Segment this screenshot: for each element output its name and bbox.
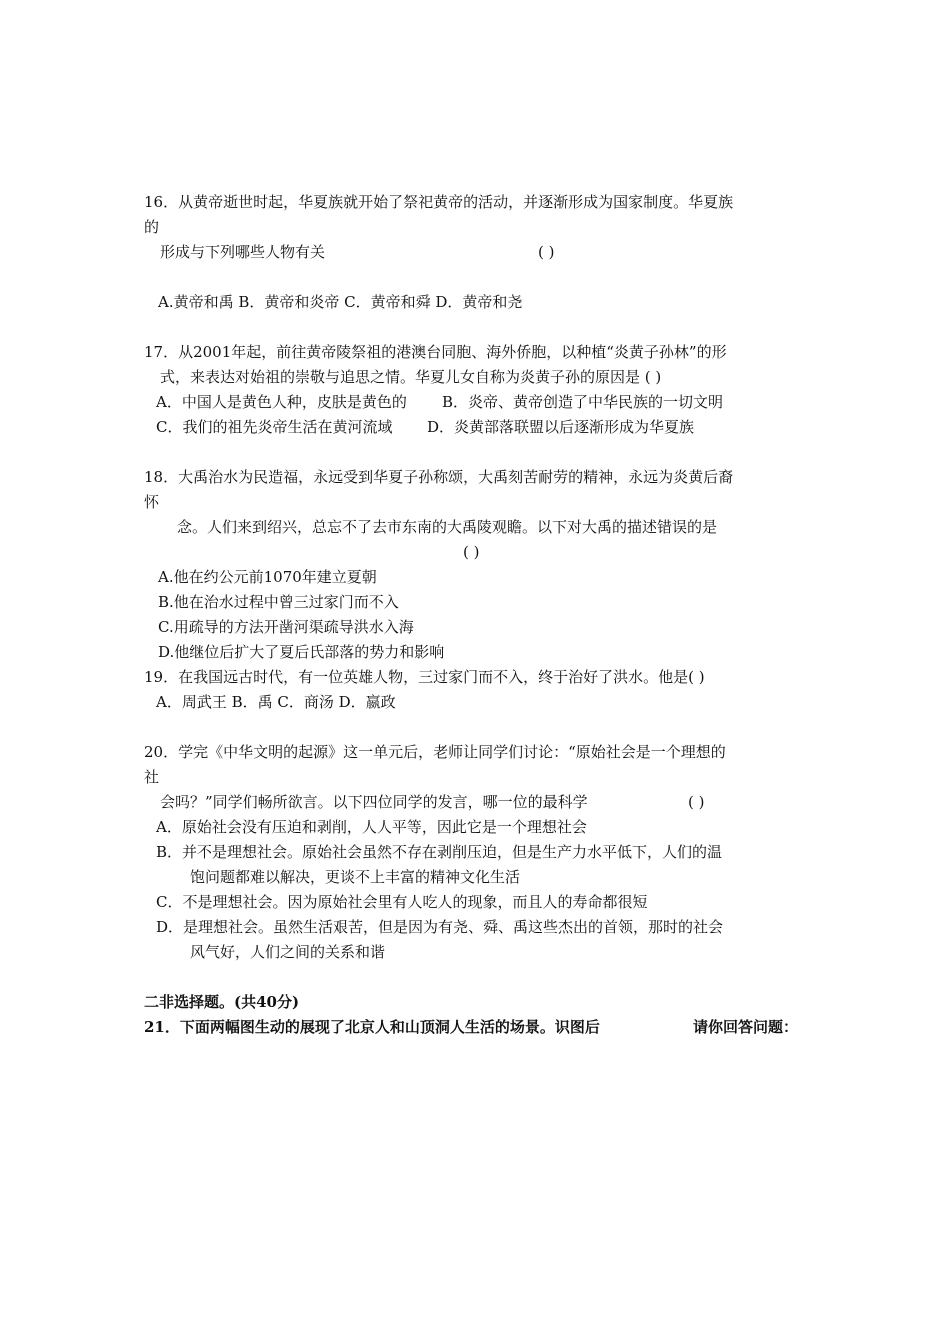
section-2-heading: 二非选择题。(共40分) <box>144 993 300 1011</box>
q20-option-b-line-1: B．并不是理想社会。原始社会虽然不存在剥削压迫，但是生产力水平低下，人们的温 <box>156 843 723 861</box>
q20-option-b-line-2: 饱问题都难以解决，更谈不上丰富的精神文化生活 <box>190 868 521 886</box>
q20-line-2: 社 <box>144 768 160 786</box>
q18-option-d: D.他继位后扩大了夏后氏部落的势力和影响 <box>158 643 445 661</box>
q18-line-2: 怀 <box>144 493 160 511</box>
q20-option-d-line-1: D．是理想社会。虽然生活艰苦，但是因为有尧、舜、禹这些杰出的首领，那时的社会 <box>156 918 724 936</box>
q19-options: A．周武王 B．禹 C．商汤 D．嬴政 <box>156 693 396 711</box>
q17-line-2: 式，来表达对始祖的崇敬与追思之情。华夏儿女自称为炎黄子孙的原因是 ( ) <box>160 368 662 386</box>
q20-option-a: A．原始社会没有压迫和剥削，人人平等，因此它是一个理想社会 <box>156 818 587 836</box>
q21-prompt-part-1: 21．下面两幅图生动的展现了北京人和山顶洞人生活的场景。识图后 <box>144 1018 600 1036</box>
q16-options: A.黄帝和禹 B．黄帝和炎帝 C．黄帝和舜 D．黄帝和尧 <box>158 293 523 311</box>
q17-line-1: 17．从2001年起，前往黄帝陵祭祖的港澳台同胞、海外侨胞，以种植“炎黄子孙林”的形 <box>144 343 727 361</box>
q16-answer-paren: ( ) <box>538 243 555 261</box>
q17-option-b: B．炎帝、黄帝创造了中华民族的一切文明 <box>442 393 724 411</box>
q20-line-3: 会吗？”同学们畅所欲言。以下四位同学的发言，哪一位的最科学 <box>160 793 588 811</box>
q20-answer-paren: ( ) <box>688 793 705 811</box>
q20-line-1: 20．学完《中华文明的起源》这一单元后，老师让同学们讨论：“原始社会是一个理想的 <box>144 743 726 761</box>
q20-option-c: C．不是理想社会。因为原始社会里有人吃人的现象，而且人的寿命都很短 <box>156 893 648 911</box>
q18-line-3: 念。人们来到绍兴，总忘不了去市东南的大禹陵观瞻。以下对大禹的描述错误的是 <box>177 518 718 536</box>
q20-option-d-line-2: 风气好，人们之间的关系和谐 <box>190 943 386 961</box>
q16-line-3: 形成与下列哪些人物有关 <box>160 243 326 261</box>
q17-option-d: D．炎黄部落联盟以后逐渐形成为华夏族 <box>427 418 695 436</box>
q18-option-b: B.他在治水过程中曾三过家门而不入 <box>158 593 399 611</box>
q18-option-c: C.用疏导的方法开凿河渠疏导洪水入海 <box>158 618 414 636</box>
q18-answer-paren: ( ) <box>463 543 480 561</box>
q17-option-c: C．我们的祖先炎帝生活在黄河流域 <box>156 418 393 436</box>
q21-prompt-part-2: 请你回答问题： <box>693 1018 799 1036</box>
q18-option-a: A.他在约公元前1070年建立夏朝 <box>158 568 377 586</box>
q16-line-1: 16．从黄帝逝世时起，华夏族就开始了祭祀黄帝的活动，并逐渐形成为国家制度。华夏族 <box>144 193 734 211</box>
q19-line-1: 19．在我国远古时代，有一位英雄人物，三过家门而不入，终于治好了洪水。他是( ) <box>144 668 705 686</box>
q16-line-2: 的 <box>144 218 160 236</box>
q17-option-a: A．中国人是黄色人种，皮肤是黄色的 <box>156 393 407 411</box>
q18-line-1: 18．大禹治水为民造福，永远受到华夏子孙称颂，大禹刻苦耐劳的精神，永远为炎黄后裔 <box>144 468 734 486</box>
